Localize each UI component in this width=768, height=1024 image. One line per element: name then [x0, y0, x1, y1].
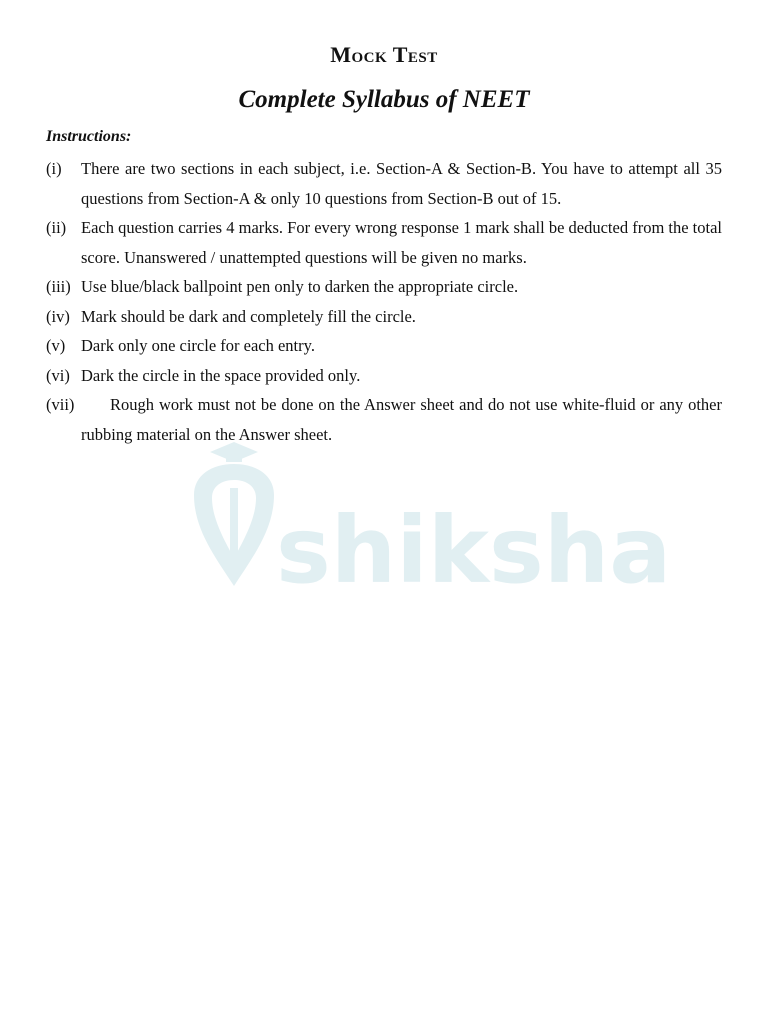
- page-title: Mock Test: [330, 42, 438, 67]
- instruction-text: Dark only one circle for each entry.: [81, 336, 315, 355]
- shiksha-watermark-logo: [190, 440, 672, 604]
- instruction-number: (v): [46, 336, 66, 355]
- instruction-item: [46, 213, 722, 272]
- instructions-list: [46, 154, 722, 449]
- instruction-item: [46, 302, 722, 332]
- page-subtitle: Complete Syllabus of NEET: [238, 86, 530, 113]
- watermark-text: shiksha: [276, 497, 672, 604]
- instruction-text: Dark the circle in the space provided only.: [81, 365, 361, 385]
- instruction-text: Use blue/black ballpoint pen only to darken the appropriate circle.: [81, 277, 519, 296]
- instruction-number: (vi): [46, 365, 70, 385]
- instruction-number: (ii): [46, 218, 67, 237]
- instructions-label: Instructions:: [46, 128, 132, 145]
- instruction-number: (i): [46, 159, 62, 178]
- instruction-text: There are two sections in each subject, i.e. Section-A & Section-B. You have to attempt all 35 questions from Section-A & only 10 questions from Section-B out of 15.: [81, 159, 722, 208]
- instruction-number: (iv): [46, 306, 70, 326]
- instruction-item: [46, 361, 722, 391]
- instruction-text: Each question carries 4 marks. For every wrong response 1 mark shall be deducted from the total score. Unanswered / unattempted questions will be given no marks.: [81, 218, 723, 267]
- instruction-item: [46, 154, 722, 213]
- instruction-number: (vii): [46, 395, 75, 414]
- instruction-item: [46, 272, 722, 302]
- instruction-item: [46, 390, 722, 449]
- instruction-text: Mark should be dark and completely fill the circle.: [81, 306, 416, 326]
- instruction-item: [46, 331, 722, 361]
- instruction-text: Rough work must not be done on the Answer sheet and do not use white-fluid or any other rubbing material on the Answer sheet.: [81, 395, 722, 444]
- instruction-number: (iii): [46, 277, 71, 296]
